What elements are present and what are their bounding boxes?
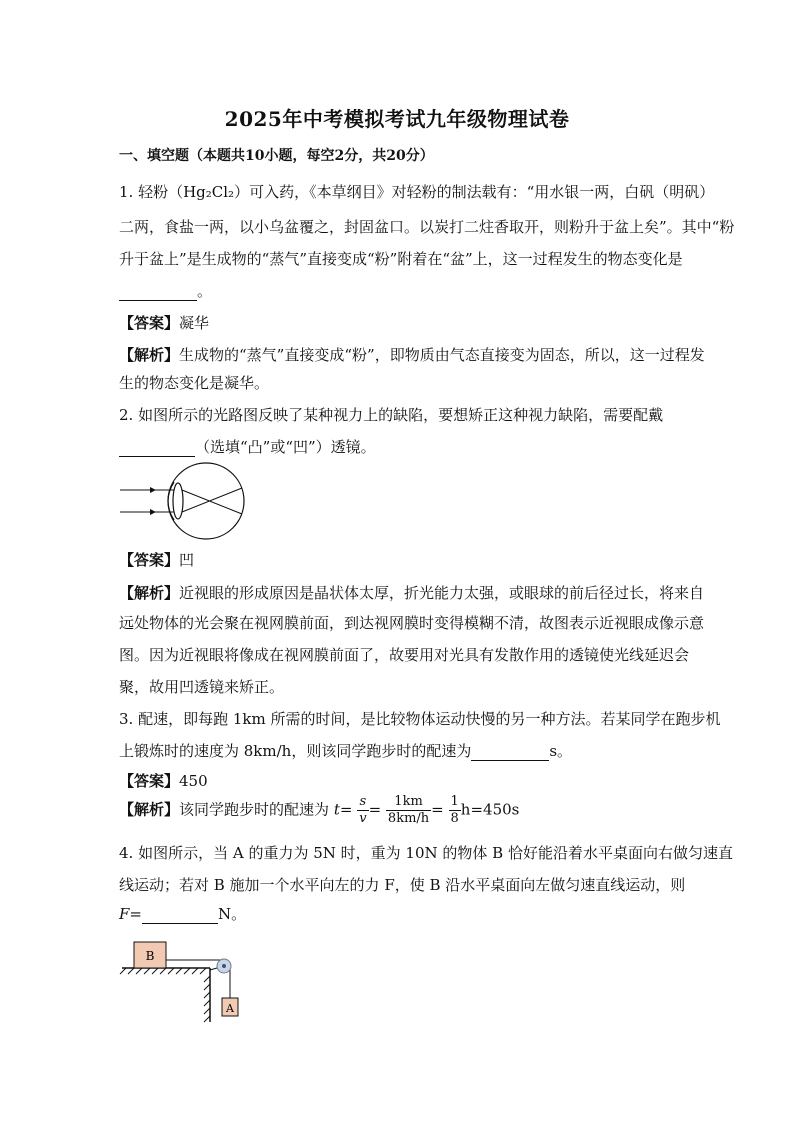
formula-fraction-one-eighth (449, 794, 461, 827)
q2-analysis-line-2: 远处物体的光会聚在视网膜前面，到达视网膜时变得模糊不清，故图表示近视眼成像示意 (119, 614, 705, 632)
q1-analysis-line-2: 生的物态变化是凝华。 (119, 374, 270, 392)
q1-line-3: 升于盆上”是生成物的“蒸气”直接变成“粉”附着在“盆”上，这一过程发生的物态变化是 (119, 250, 683, 268)
block-a-label: A (226, 1002, 234, 1015)
q3-line-1: 3. 配速，即每跑 1km 所需的时间，是比较物体运动快慢的另一种方法。若某同学在跑步机 (119, 710, 721, 728)
formula-t: t (333, 800, 340, 819)
q3-line-2 (119, 740, 572, 761)
formula-den-speed: 8km/h (387, 811, 430, 826)
arrow-bottom-icon (150, 509, 156, 515)
q4-line-2: 线运动；若对 B 施加一个水平向左的力 F，使 B 沿水平桌面向左做匀速直线运动，则 (119, 876, 686, 894)
q4-line-1: 4. 如图所示，当 A 的重力为 5N 时，重为 10N 的物体 B 恰好能沿着水平桌面向右做匀速直 (119, 844, 733, 862)
q4-line-3-head: F= (119, 905, 142, 923)
formula-v: v (359, 811, 367, 826)
formula-num-1: 1 (450, 794, 459, 809)
q1-line-4-tail: 。 (197, 282, 213, 300)
q2-answer (119, 549, 194, 570)
pulley-diagram (118, 938, 258, 1028)
q1-answer (119, 312, 209, 333)
myopia-eye-diagram (118, 462, 248, 542)
exam-title: 2025年中考模拟考试九年级物理试卷 (224, 107, 570, 131)
q1-line-2: 二两，食盐一两，以小乌盆覆之，封固盆口。以炭打二炷香取开，则粉升于盆上矣”。其中“粉 (119, 218, 735, 236)
answer-tag: 【答案】 (119, 314, 180, 332)
formula-fraction-values (386, 794, 431, 827)
lens-shape (173, 483, 183, 519)
answer-tag: 【答案】 (119, 772, 180, 790)
q2-line-2 (119, 436, 376, 457)
q2-line-2-tail: （选填“凸”或“凹”）透镜。 (195, 438, 376, 456)
q1-line-1: 1. 轻粉（Hg₂Cl₂）可入药，《本草纲目》对轻粉的制法载有：“用水银一两，白矾（明矾） (119, 183, 715, 201)
formula-eq-3: = (431, 800, 444, 819)
block-b-label: B (145, 949, 155, 963)
eyeball-outline (168, 463, 244, 539)
formula-s: s (357, 794, 368, 811)
q4-answer-blank[interactable] (142, 907, 218, 924)
q3-analysis-head: 该同学跑步时的配速为 (179, 800, 330, 819)
q2-analysis-line-3: 图。因为近视眼将像成在视网膜前面了，故要用对光具有发散作用的透镜使光线延迟会 (119, 646, 690, 664)
arrow-top-icon (150, 487, 156, 493)
q4-line-3-tail: N。 (217, 905, 247, 923)
q2-analysis-line-1 (119, 582, 704, 603)
formula-eq-2: = (368, 800, 382, 819)
analysis-tag: 【解析】 (119, 346, 180, 364)
q3-analysis (119, 794, 519, 827)
q1-answer-text: 凝华 (179, 314, 210, 332)
formula-fraction-s-v (357, 794, 368, 827)
q3-answer-text: 450 (179, 772, 208, 790)
q2-analysis-line-4: 聚，故用凹透镜来矫正。 (119, 678, 285, 696)
q2-analysis-text-1: 近视眼的形成原因是晶状体太厚，折光能力太强，或眼球的前后径过长，将来自 (179, 584, 705, 602)
table-hatching (120, 968, 206, 974)
section-heading: 一、填空题（本题共10小题，每空2分，共20分） (119, 148, 434, 164)
refracted-ray-2 (182, 488, 242, 512)
q3-answer-blank[interactable] (471, 744, 549, 761)
q3-line-2-head: 上锻炼时的速度为 8km/h，则该同学跑步时的配速为 (119, 742, 472, 760)
formula-num-1km: 1km (386, 794, 431, 811)
answer-tag: 【答案】 (119, 551, 180, 569)
q1-line-4 (119, 280, 212, 301)
q1-answer-blank[interactable] (119, 284, 197, 301)
q4-line-3 (119, 903, 246, 924)
formula-result: h=450s (460, 800, 520, 819)
formula-eq-1: = (339, 800, 353, 819)
q3-line-2-tail: s。 (549, 742, 573, 760)
pulley-axle (222, 964, 226, 968)
q1-analysis-line-1 (119, 344, 705, 365)
refracted-ray-1 (182, 490, 242, 514)
q3-answer (119, 770, 208, 791)
q1-analysis-text-1: 生成物的“蒸气”直接变成“粉”，即物质由气态直接变为固态，所以，这一过程发 (179, 346, 705, 364)
q2-answer-text: 凹 (179, 551, 195, 569)
q2-line-1: 2. 如图所示的光路图反映了某种视力上的缺陷，要想矫正这种视力缺陷，需要配戴 (119, 406, 664, 424)
edge-hatching (204, 976, 210, 1022)
q2-answer-blank[interactable] (119, 440, 195, 457)
analysis-tag: 【解析】 (119, 800, 180, 819)
analysis-tag: 【解析】 (119, 584, 180, 602)
formula-den-8: 8 (450, 811, 459, 826)
